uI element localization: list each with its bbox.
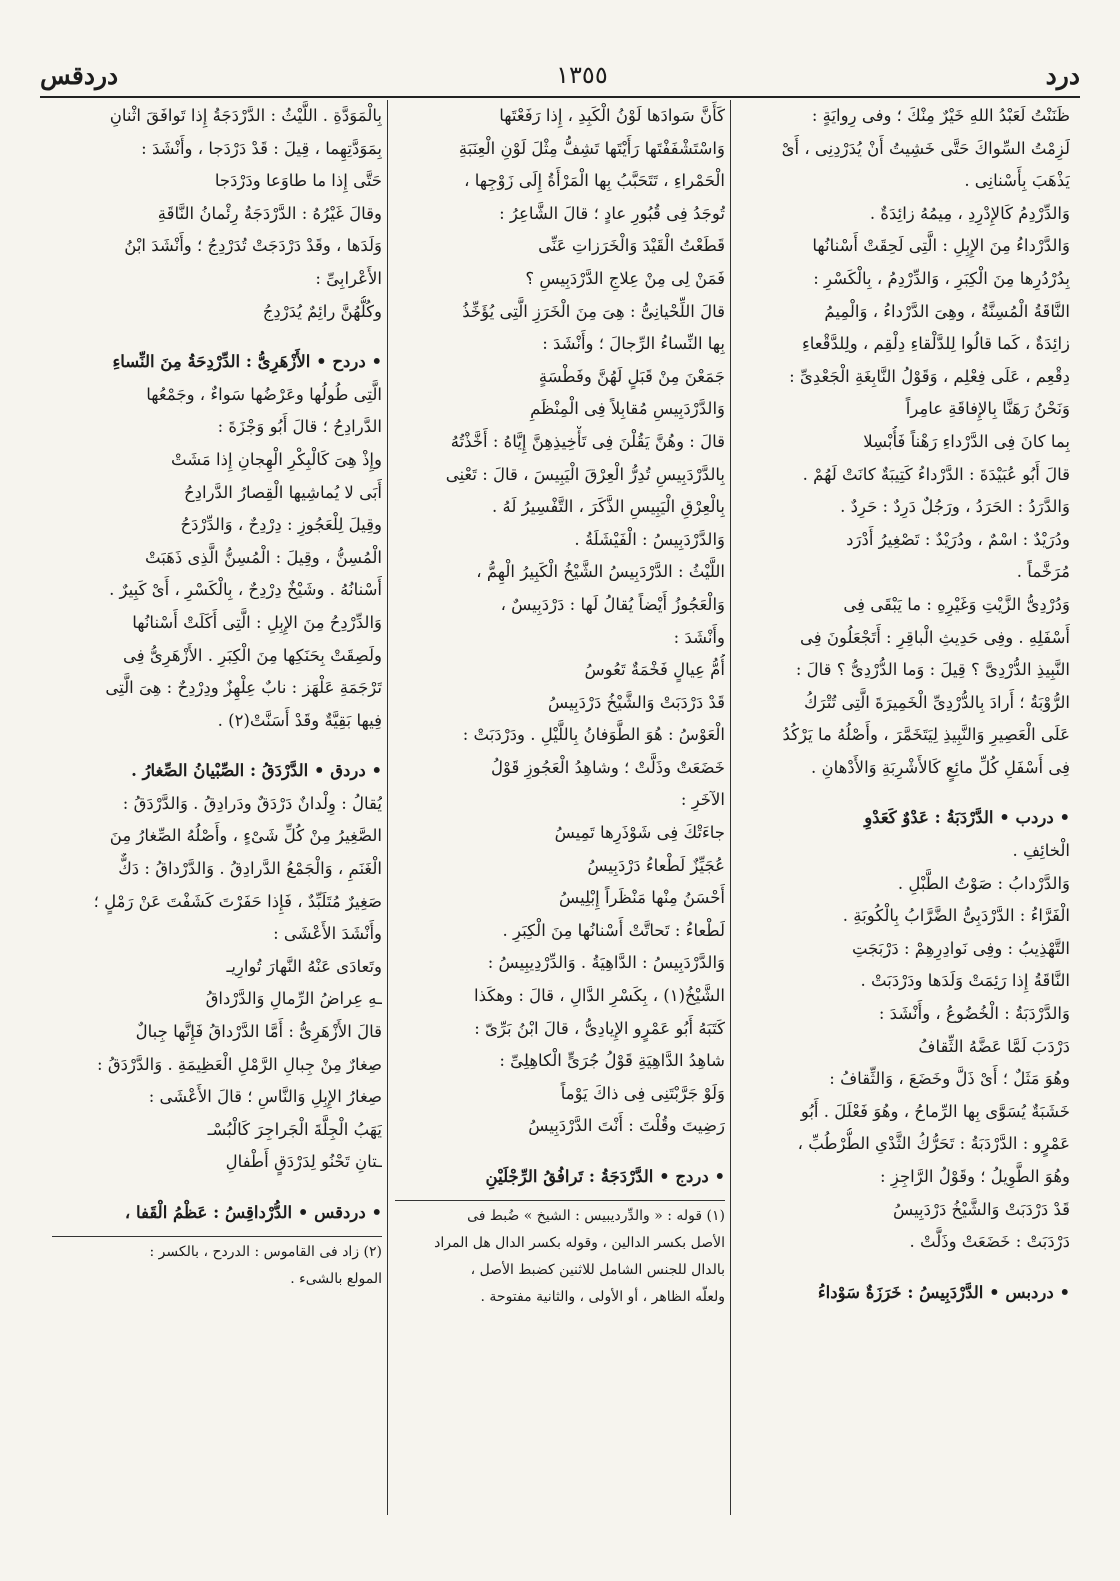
text-line: الْخائِفِ . [1012,841,1070,861]
text-line: وَاسْتَشْفَفْتَها رَأَيْتَها تَشِفُّ مِثْلَ لَوْنِ الْعِنَبَةِ [458,138,725,158]
text-line: وقالَ غَيْرُهُ : الدَّرْدَجَةُ رِئْمانُ النَّاقَةِ [157,203,382,223]
text-line: وتَعادَى عَنْهُ النَّهارَ تُوارِيـ [226,956,382,976]
text-line: وَالدَّرْدابُ : صَوْتُ الطَّبْلِ . [897,873,1070,893]
text-line: بِدُرْدُرِها مِنَ الْكِبَرِ ، وَالدِّرْدِمُ ، بِالْكَسْرِ : [813,268,1070,288]
spacer [52,737,382,755]
text-line: وَالدَّرْدَبَةُ : الْخُضُوعُ ، وأَنْشَدَ : [878,1004,1070,1024]
text-line: أَبَى لا يُماشِيها الْقِصارُ الدَّرادِحُ [184,482,382,502]
header-rule [40,96,1080,98]
text-line: قالَ : وهُنَّ يَقُلْنَ فِى تَأْخِيذِهِنَّ إِيَّاهُ : أَخَّذْتُهُ [450,431,725,451]
text-line: قالَ أَبُو عُبَيْدَةَ : الدَّرْداءُ كَتِيبَةٌ كانَتْ لَهُمْ . [802,464,1070,484]
column-divider [730,100,731,1515]
footnote-line: الأصل بكسر الدالين ، وقوله بكسر الدال هل المراد [434,1234,725,1251]
text-line: ـتانِ تَحْنُو لِدَرْدَقٍ أَطْفالِ [225,1152,382,1172]
text-line: ـهِ عِراضُ الرِّمالِ وَالدَّرْداقُ [205,989,382,1009]
text-line: أَسْنانُهُ . وشَيْخٌ دِرْدِحٌ ، بِالْكَسْرِ ، أَىْ كَبِيرٌ . [109,580,382,600]
text-line: وَنَحْنُ رَهَنَّا بِالإِفاقَةِ عامِراً [905,399,1070,419]
footnote-line: (١) قوله : « والدِّرديبيس : الشيخ » ضُبط فى [467,1207,725,1224]
text-line: وَالدِّرْدِمُ كَالإِدْرِدِ ، مِيمُهُ زائِدَةٌ . [869,203,1070,223]
text-line: وَالدَّرْداءُ مِنَ الإِبِلِ : الَّتِى لَحِقَتْ أَسْنانُها [812,236,1070,256]
footnote-rule [52,1236,382,1237]
column-left [52,100,382,1540]
text-line: كَأَنَّ سَوادَها لَوْنُ الْكَبِدِ ، إِذا رَفَعْتَها [499,106,725,125]
text-line: لَزِمْتُ السِّواكَ حَتَّى خَشِيتُ أَنْ يُدَرْدِنِى ، أَىْ [781,138,1070,158]
text-line: وإِذْ هِىَ كَالْبِكْرِ الْهِجانِ إِذا مَشَتْ [171,449,382,469]
text-line: اللَّيْثُ : الدَّرْدَبِيسُ الشَّيْخُ الْكَبِيرُ الْهِمُّ ، [476,562,725,582]
footnote-line: (٢) زاد فى القاموس : الدردح ، بالكسر : [149,1243,382,1260]
text-line: صَغِيرٌ مُتَلَبِّدٌ ، فَإِذا حَفَرْتَ كَشَفْتَ عَنْ رَمْلٍ ؛ [93,891,382,911]
text-line: عُجَيِّزٌ لَطْعاءُ دَرْدَبِيسُ [587,855,725,875]
header-right-word: درد [1045,60,1080,90]
footnote-line: بالدال للجنس الشامل للاثنين كضبط الأصل ، [470,1261,725,1278]
text-line: يَهَبُ الْجِلَّةَ الْجَراجِرَ كَالْبُسْـ [207,1119,382,1139]
text-line: قَطَعْتُ الْقَيْدَ وَالْخَرَزاتِ عَنِّى [538,236,725,256]
text-line: أَحْسَنُ مِنْها مَنْظَراً إِبْلِيسُ [559,888,725,908]
text-line: وَالْعَجُوزُ أَيْضاً يُقالُ لَها : دَرْدَبِيسٌ ، [500,594,725,614]
text-line: وَالدِّرْدِحُ مِنَ الإِبِلِ : الَّتِى أَكَلَتْ أَسْنانُها [132,612,382,632]
text-line: ظَنَنْتُ لَعَبْدُ اللهِ خَيْرٌ مِنْكَ ؛ وفى رِوايَةٍ : [811,106,1070,125]
text-line: الْفَرَّاءُ : الدَّرْدَبِىُّ الضَّرَّابُ بِالْكُوبَةِ . [842,906,1070,926]
text-line: شاهِدُ الدَّاهِيَةِ قَوْلُ جُرَىٍّ الْكاهِلِىِّ : [499,1051,725,1071]
spacer [52,1179,382,1197]
text-line: الأَعْرابِىِّ : [315,268,382,288]
text-line: وَالدَّرَدُ : الحَرَدُ ، ورَجُلٌ دَرِدٌ : حَرِدٌ . [840,497,1070,517]
text-line: عَلَى الْعَصِيرِ وَالنَّبِيذِ لِيَتَخَمَّرَ ، وأَصْلُهُ ما يَرْكُدُ [782,725,1070,745]
spacer [740,784,1070,802]
text-line: النَّاقَةُ إِذا رَئِمَتْ وَلَدَها ودَرْدَبَتْ . [860,971,1070,991]
entry-heading-line: • دردق • الدَّرْدَقُ : الصِّبْيانُ الصِّغارُ . [131,761,382,781]
text-line: الْغَنَمِ ، وَالْجَمْعُ الدَّرادِقُ . وَالدَّرْداقُ : دَكٌّ [118,859,382,879]
text-line: وَلَدَها ، وقَدْ دَرْدَجَتْ تُدَرْدِجُ ؛ وأَنْشَدَ ابْنُ [124,236,382,256]
text-line: زائِدَةٌ ، كَما قالُوا لِلدَّلْقاءِ دِلْقِم ، ولِلدَّقْعاءِ [801,334,1070,354]
text-line: ولَصِقَتْ بِحَنَكِها مِنَ الْكِبَرِ . الأَزْهَرِىُّ فِى [122,645,382,665]
text-line: وَالدَّرْدَبِيسُ : الدَّاهِيَةُ . وَالدِّرْدِيبِيسُ : [487,953,725,973]
text-line: حَتَّى إِذا ما طاوَعا ودَرْدَجا [214,171,382,191]
text-line: خَضَعَتْ وذَلَّتْ ؛ وشاهِدُ الْعَجُوزِ قَوْلُ [491,757,725,777]
footnote-line: المولع بالشىء . [290,1270,382,1287]
text-line: بِالدَّرْدَبِيسِ تُدِرُّ الْعِرْقَ الْيَبِيسَ ، قالَ : تَعْنِى [445,464,725,484]
text-line: فِى أَسْفَلِ كُلِّ مائِعٍ كَالأَشْرِبَةِ وَالأَدْهانِ . [810,757,1070,777]
text-line: قالَ اللِّحْيانِىُّ : هِىَ مِنَ الْخَرَزِ الَّتِى يُؤَخِّذُ [462,301,725,321]
text-line: الْعَوْسُ : هُوَ الطَّوَفانُ بِاللَّيْلِ . ودَرْدَبَتْ : [462,725,725,745]
spacer [740,1259,1070,1277]
text-line: وَالدَّرْدَبِيسُ : الْفَيْشَلَةُ . [574,529,725,549]
text-line: الْحَمْراءِ ، تَتَحَبَّبُ بِها الْمَرْأَةُ إِلَى زَوْجِها ، [464,171,725,191]
text-line: عَمْرٍو : الدَّرْدَبَةُ : تَحَرُّكُ الثَّدْىِ الطُّرْطُبِّ ، [797,1134,1070,1154]
text-line: فَمَنْ لِى مِنْ عِلاجِ الدَّرْدَبِيسِ ؟ [525,268,725,288]
text-line: لَطْعاءُ : تَحاتَّتْ أَسْنانُها مِنَ الْكِبَرِ . [502,920,725,940]
entry-heading-line: • دردج • الدَّرْدَجَةُ : تَرافُقُ الرِّجْلَيْنِ [485,1167,725,1186]
text-line: جَمَعْنَ مِنْ قَبَلٍ لَهُنَّ وفَطْسَةٍ [538,366,725,386]
text-line: كَتَبَهُ أَبُو عَمْرٍو الإِيادِىُّ ، قالَ ابْنُ بَرِّىّ : [474,1018,725,1038]
text-line: النَّبِيذِ الدُّرْدِىَّ ؟ قِيلَ : وَما الدُّرْدِىُّ ؟ قالَ : [795,660,1070,680]
text-line: قَدْ دَرْدَبَتْ وَالشَّيْخُ دَرْدَبِيسُ [548,692,725,712]
entry-heading-line: • دردقس • الدُّرْداقِسُ : عَظْمُ الْقَفا ، [124,1203,382,1222]
text-line: مُرَخَّماً . [1016,562,1070,582]
text-line: أَسْفَلِهِ . وفِى حَدِيثِ الْباقِرِ : أَتَجْعَلُونَ فِى [800,627,1070,647]
text-line: بِمَوَدَّتِهِما ، قِيلَ : قَدْ دَرْدَجا ، وأَنْشَدَ : [141,138,382,158]
page-header [40,54,1080,96]
text-line: وكُلُّهُنَّ رائِمٌ يُدَرْدِجُ [262,301,382,321]
text-line: قالَ الأَزْهَرِىُّ : أَمَّا الدَّرْداقُ فَإِنَّها جِبالٌ [135,1022,382,1042]
text-line: جاءَتْكَ فِى شَوْذَرِها تَمِيسُ [554,823,725,843]
text-line: بِالْعِرْقِ الْيَبِيسِ الذَّكَرَ ، التَّفْسِيرُ لَهُ . [492,497,725,517]
spacer [52,328,382,346]
text-line: وهُوَ الطَّوِيلُ ؛ وقَوْلُ الرَّاجِزِ : [880,1167,1070,1186]
text-line: وَلَوْ جَرَّبْتَنِى فِى ذاكَ يَوْماً [560,1083,725,1103]
entry-heading-line: • دردبس • الدَّرْدَبِيسُ : خَرَزَةٌ سَوْداءُ [817,1282,1070,1302]
text-line: خَشَبَةٌ يُسَوَّى بِها الرِّماحُ ، وهُوَ فَعْلَلَ . أَبُو [800,1101,1070,1121]
text-columns [40,100,1080,1540]
column-middle [395,100,725,1540]
text-line: ودُرَيْدٌ : اسْمٌ ، ودُرَيْدٌ : تَصْغِيرُ أَدْرَد [846,529,1070,549]
text-line: بِما كانَ فِى الدَّرْداءِ رَهْناً فَأُبْسِلا [863,431,1070,451]
text-line: وقِيلَ لِلْعَجُوزِ : دِرْدِحٌ ، وَالدِّرْدَحُ [180,515,382,535]
text-line: الصَّغِيرُ مِنْ كُلِّ شَىْءٍ ، وأَصْلُهُ الصِّغارُ مِنَ [109,826,382,846]
text-line: قَدْ دَرْدَبَتْ وَالشَّيْخُ دَرْدَبِيسُ [893,1199,1070,1219]
text-line: الْمُسِنُّ ، وقِيلَ : الْمُسِنُّ الَّذِى ذَهَبَتْ [145,547,382,567]
text-line: الدَّرادِحُ ؛ قالَ أَبُو وَجْزَةَ : [217,417,382,437]
text-line: وأَنْشَدَ : [673,627,725,647]
header-left-word: دردقس [40,60,119,90]
text-line: دَرْدَبَ لَمَّا عَضَّهُ الثِّقافُ [918,1036,1070,1056]
text-line: النَّاقَةُ الْمُسِنَّةُ ، وهِىَ الدَّرْداءُ ، وَالْمِيمُ [824,301,1070,321]
text-line: التَّهْذِيبُ : وفِى نَوادِرِهِمْ : دَرْبَجَتِ [851,938,1070,958]
text-line: يَذْهَبَ بِأَسْنانِى . [964,171,1070,191]
spacer [395,1143,725,1161]
entry-heading-line: • دردب • الدَّرْدَبَةُ : عَدْوٌ كَعَدْوِ [864,808,1070,828]
text-line: الرُّوْبَةُ ؛ أَرادَ بِالدُّرْدِىِّ الْخَمِيرَةَ الَّتِى تُتْرَكُ [803,692,1070,712]
text-line: بِالْمَوَدَّةِ . اللَّيْثُ : الدَّرْدَجَةُ إِذا تَوافَقَ اثْنانِ [109,106,382,125]
text-line: تُوجَدُ فِى قُبُورِ عادٍ ؛ قالَ الشَّاعِرُ : [499,203,725,223]
text-line: بِها النِّساءُ الرِّجالَ ؛ وأَنْشَدَ : [542,334,725,354]
text-line: يُقالُ : وِلْدانٌ دَرْدَقٌ ودَرادِقُ . وَالدَّرْدَقُ : [122,793,382,813]
text-line: الآخَرِ : [680,790,725,810]
text-line: تَرْجَمَةِ عَلْهَز : نابٌ عِلْهِزٌ ودِرْدِحٌ : هِىَ الَّتِى [105,678,382,698]
text-line: وَالدَّرْدَبِيسِ مُقابِلاً فِى الْمِنْظَمِ [530,399,725,419]
text-line: وهُوَ مَثَلٌ ؛ أَىْ ذَلَّ وخَضَعَ ، وَالثِّقافُ : [829,1069,1070,1089]
text-line: فِيها بَقِيَّةٌ وقَدْ أَسَنَّتْ(٢) . [217,710,382,730]
column-right [740,100,1070,1540]
text-line: صِغارٌ مِنْ جِبالِ الرَّمْلِ الْعَظِيمَةِ . وَالدَّرْدَقُ : [97,1054,382,1074]
footnote-line: ولعلّه الظاهر ، أو الأولى ، والثانية مفتوحة . [480,1288,725,1305]
text-line: أُمُّ عِيالٍ فَخْمَةٌ تَعُوسُ [584,660,725,680]
column-divider [387,100,388,1515]
text-line: الَّتِى طُولُها وعَرْضُها سَواءٌ ، وجَمْعُها [146,384,382,404]
page-number: ١٣٥٥ [556,61,608,89]
text-line: الشَّيْخُ(١) ، بِكَسْرِ الدَّالِ ، قالَ : وهكَذا [474,986,725,1006]
text-line: دَرْدَبَتْ : خَضَعَتْ وذَلَّتْ . [909,1232,1070,1252]
text-line: رَضِيتَ وقُلْتَ : أَنْتَ الدَّرْدَبِيسُ [528,1116,725,1136]
text-line: دِقْعِم ، عَلَى فِعْلِم ، وَقَوْلُ النَّابِغَةِ الْجَعْدِىِّ : [789,366,1070,386]
text-line: وَدُرْدِىُّ الزَّيْتِ وَغَيْرِهِ : ما يَبْقَى فِى [843,594,1070,614]
text-line: صِغارُ الإِبِلِ وَالنَّاسِ ؛ قالَ الأَعْشَى : [148,1087,382,1107]
entry-heading-line: • دردح • الأَزْهَرِىُّ : الدِّرْدِحَةُ مِنَ النِّساءِ [112,352,382,372]
text-line: وأَنْشَدَ الأَعْشَى : [273,924,382,944]
footnote-rule [395,1200,725,1201]
